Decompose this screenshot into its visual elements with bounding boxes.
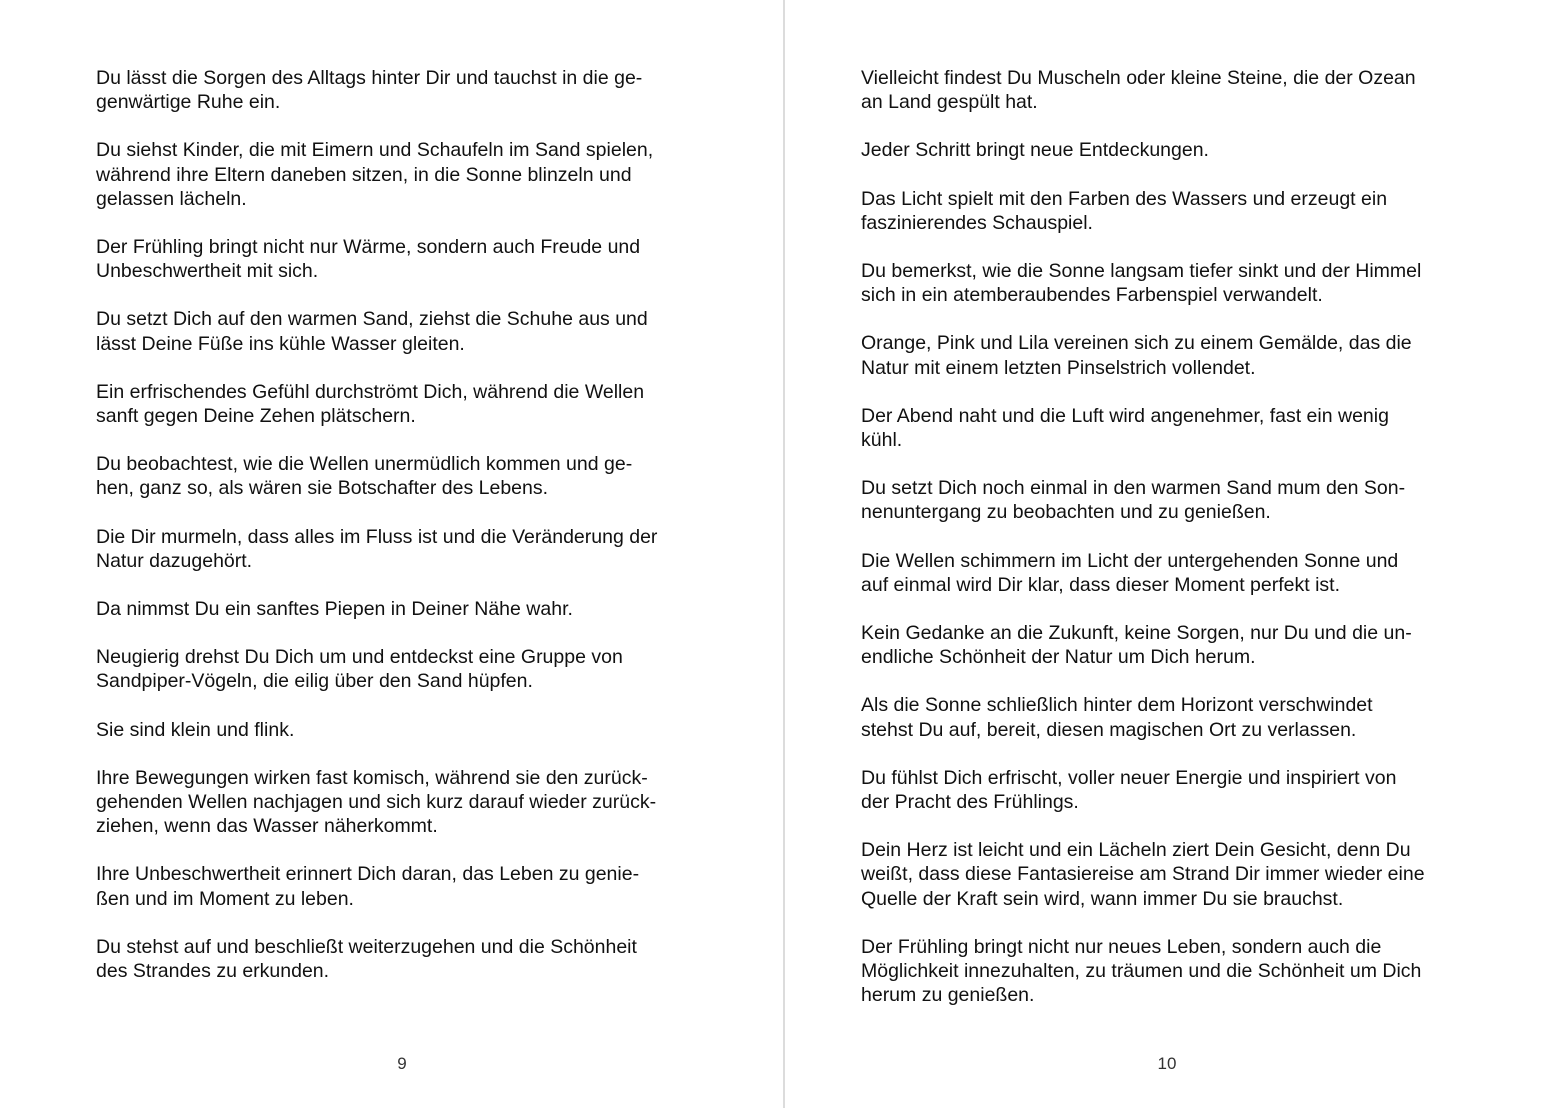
paragraph [861, 259, 1481, 307]
text-line: Die Dir murmeln, dass alles im Fluss ist und die Veränderung der [96, 525, 658, 548]
text-line: Ein erfrischendes Gefühl durchströmt Dich, während die Wellen [96, 380, 645, 403]
right-page-text [861, 66, 1481, 1031]
left-page-text [96, 66, 716, 1007]
paragraph [96, 525, 716, 573]
text-line: ßen und im Moment zu leben. [96, 887, 354, 910]
text-line: Du beobachtest, wie die Wellen unermüdlich kommen und ge- [96, 453, 633, 476]
text-line: Neugierig drehst Du Dich um und entdeckst eine Gruppe von [96, 646, 623, 669]
text-line: Der Frühling bringt nicht nur Wärme, sondern auch Freude und [96, 236, 641, 259]
paragraph [96, 718, 716, 742]
text-line: Natur dazugehört. [96, 549, 253, 572]
text-line: Vielleicht findest Du Muscheln oder kleine Steine, die der Ozean [861, 67, 1416, 89]
text-line: Der Abend naht und die Luft wird angenehmer, fast ein wenig [861, 404, 1389, 427]
text-line: Quelle der Kraft sein wird, wann immer Du sie brauchst. [861, 887, 1344, 910]
right-page [785, 0, 1564, 1108]
paragraph [861, 138, 1481, 162]
text-line: hen, ganz so, als wären sie Botschafter des Lebens. [96, 477, 549, 500]
paragraph [861, 404, 1481, 452]
text-line: Kein Gedanke an die Zukunft, keine Sorgen, nur Du und die un- [861, 622, 1412, 645]
text-line: weißt, dass diese Fantasiereise am Strand Dir immer wieder eine [861, 863, 1425, 886]
text-line: gelassen lächeln. [96, 187, 247, 210]
text-line: Du setzt Dich auf den warmen Sand, ziehst die Schuhe aus und [96, 308, 648, 331]
text-line: Da nimmst Du ein sanftes Piepen in Deiner Nähe wahr. [96, 598, 573, 621]
paragraph [96, 138, 716, 211]
text-line: auf einmal wird Dir klar, dass dieser Moment perfekt ist. [861, 573, 1341, 596]
text-line: Du siehst Kinder, die mit Eimern und Schaufeln im Sand spielen, [96, 139, 654, 162]
paragraph [861, 549, 1481, 597]
paragraph [861, 331, 1481, 379]
paragraph [861, 66, 1481, 114]
text-line: Du lässt die Sorgen des Alltags hinter Dir und tauchst in die ge- [96, 67, 643, 89]
paragraph [96, 380, 716, 428]
text-line: stehst Du auf, bereit, diesen magischen Ort zu verlassen. [861, 718, 1357, 741]
text-line: sanft gegen Deine Zehen plätschern. [96, 405, 416, 428]
paragraph [861, 935, 1481, 1008]
text-line: faszinierendes Schauspiel. [861, 211, 1093, 234]
text-line: Orange, Pink und Lila vereinen sich zu einem Gemälde, das die [861, 332, 1412, 355]
left-page-number: 9 [397, 1054, 407, 1073]
paragraph [96, 766, 716, 839]
text-line: Du fühlst Dich erfrischt, voller neuer Energie und inspiriert von [861, 766, 1397, 789]
paragraph [861, 621, 1481, 669]
text-line: Sie sind klein und flink. [96, 718, 295, 741]
text-line: sich in ein atemberaubendes Farbenspiel verwandelt. [861, 284, 1323, 307]
text-line: lässt Deine Füße ins kühle Wasser gleiten. [96, 332, 465, 355]
paragraph [861, 766, 1481, 814]
text-line: Ihre Bewegungen wirken fast komisch, während sie den zurück- [96, 766, 648, 789]
paragraph [861, 693, 1481, 741]
paragraph [96, 307, 716, 355]
right-page-number: 10 [1157, 1054, 1177, 1073]
text-line: Ihre Unbeschwertheit erinnert Dich daran, das Leben zu genie- [96, 863, 640, 886]
text-line: kühl. [861, 429, 903, 452]
paragraph [96, 597, 716, 621]
text-line: Du setzt Dich noch einmal in den warmen Sand mum den Son- [861, 477, 1406, 500]
text-line: endliche Schönheit der Natur um Dich herum. [861, 646, 1256, 669]
paragraph [861, 187, 1481, 235]
text-line: herum zu genießen. [861, 984, 1035, 1007]
paragraph [96, 66, 716, 114]
paragraph [96, 235, 716, 283]
paragraph [96, 452, 716, 500]
text-line: ziehen, wenn das Wasser näherkommt. [96, 815, 438, 838]
text-line: Du bemerkst, wie die Sonne langsam tiefer sinkt und der Himmel [861, 260, 1422, 283]
text-line: an Land gespült hat. [861, 91, 1038, 114]
paragraph [96, 862, 716, 910]
text-line: Möglichkeit innezuhalten, zu träumen und die Schönheit um Dich [861, 960, 1422, 983]
text-line: während ihre Eltern daneben sitzen, in die Sonne blinzeln und [96, 163, 632, 186]
text-line: des Strandes zu erkunden. [96, 960, 330, 983]
text-line: genwärtige Ruhe ein. [96, 91, 281, 114]
text-line: Als die Sonne schließlich hinter dem Horizont verschwindet [861, 694, 1373, 717]
text-line: Dein Herz ist leicht und ein Lächeln ziert Dein Gesicht, denn Du [861, 839, 1411, 862]
text-line: Die Wellen schimmern im Licht der untergehenden Sonne und [861, 549, 1399, 572]
text-line: Der Frühling bringt nicht nur neues Leben, sondern auch die [861, 935, 1382, 958]
text-line: der Pracht des Frühlings. [861, 791, 1079, 814]
text-line: nenuntergang zu beobachten und zu genießen. [861, 501, 1271, 524]
text-line: Du stehst auf und beschließt weiterzugehen und die Schönheit [96, 935, 637, 958]
text-line: Das Licht spielt mit den Farben des Wassers und erzeugt ein [861, 187, 1388, 210]
text-line: gehenden Wellen nachjagen und sich kurz darauf wieder zurück- [96, 791, 657, 814]
text-line: Jeder Schritt bringt neue Entdeckungen. [861, 139, 1209, 162]
paragraph [861, 838, 1481, 911]
paragraph [861, 476, 1481, 524]
text-line: Natur mit einem letzten Pinselstrich vollendet. [861, 356, 1256, 379]
paragraph [96, 935, 716, 983]
paragraph [96, 645, 716, 693]
text-line: Sandpiper-Vögeln, die eilig über den Sand hüpfen. [96, 670, 533, 693]
text-line: Unbeschwertheit mit sich. [96, 260, 319, 283]
